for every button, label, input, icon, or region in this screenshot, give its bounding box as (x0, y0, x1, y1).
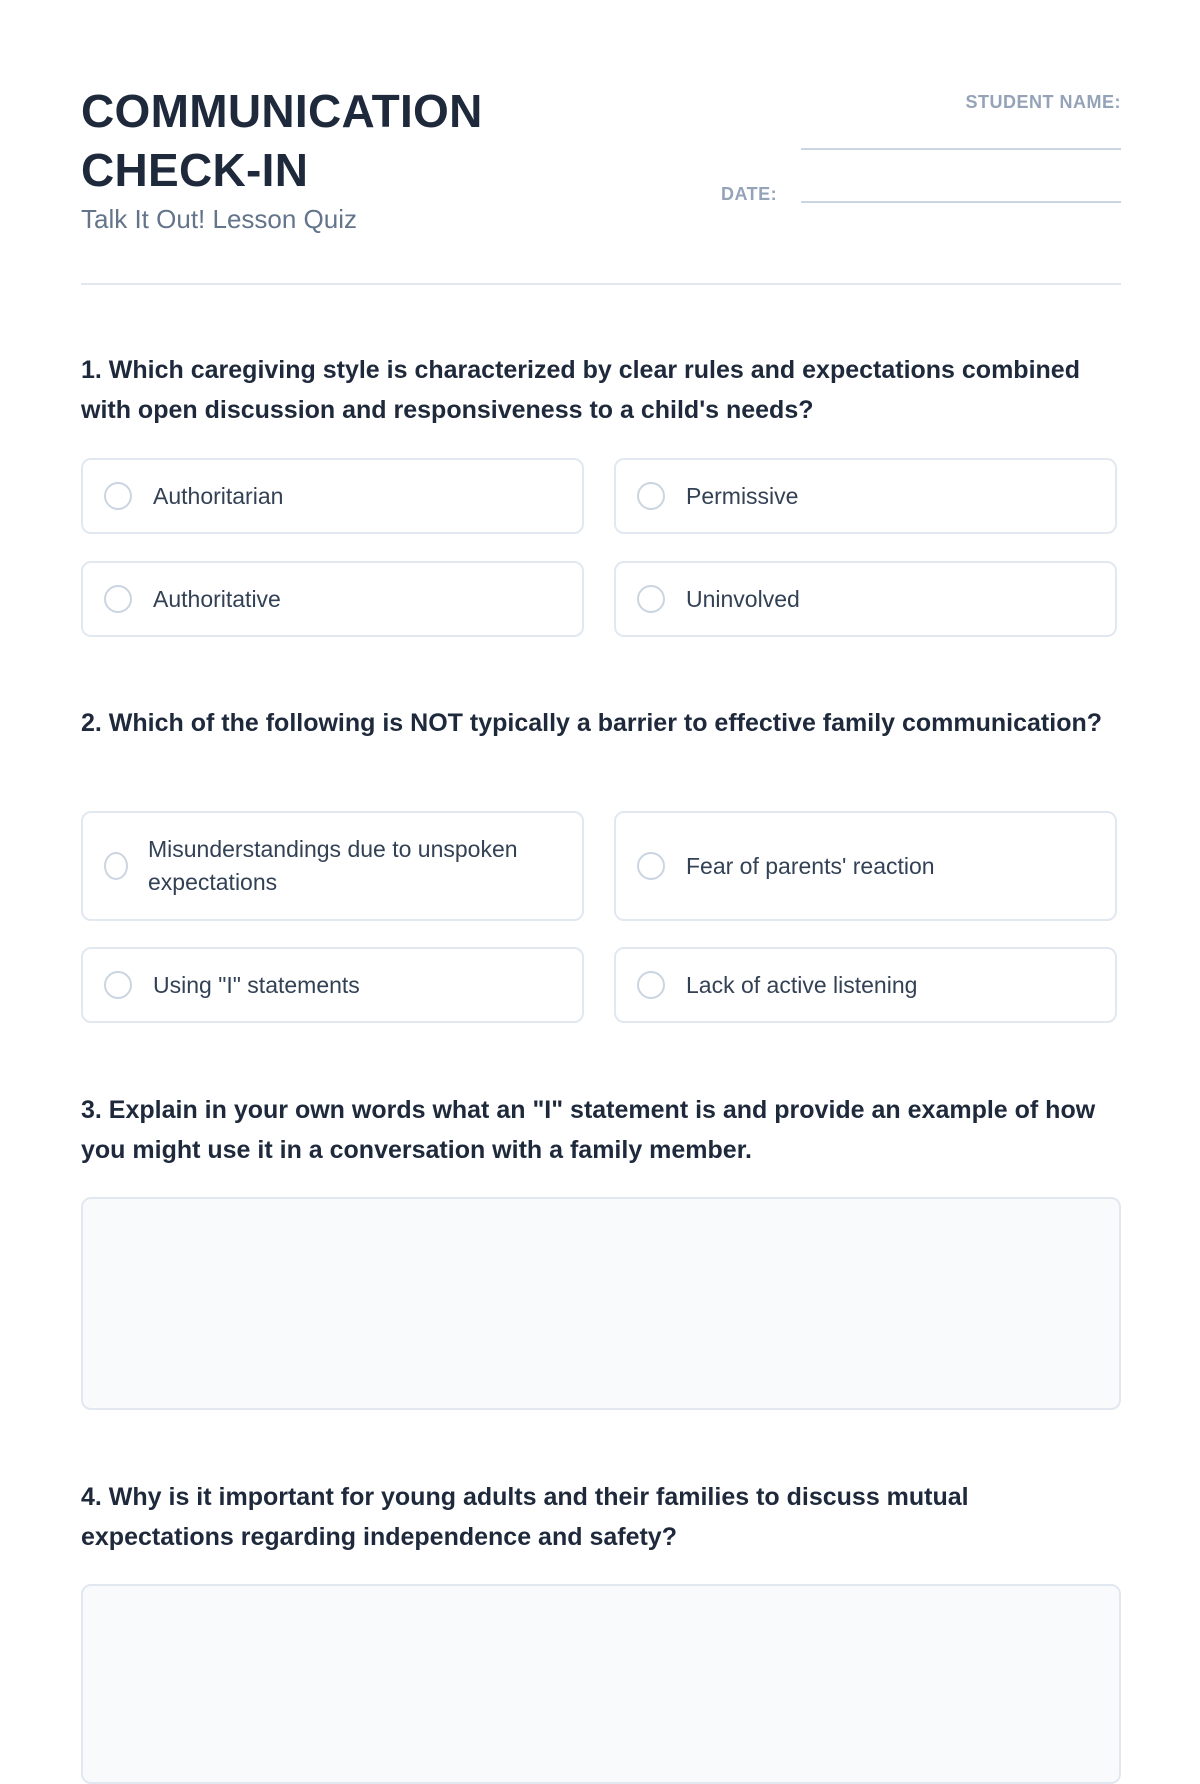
student-name-label: STUDENT NAME: (965, 92, 1121, 112)
radio-circle-icon[interactable] (104, 585, 132, 613)
q1-option-uninvolved[interactable] (614, 561, 1117, 637)
q3-answer-box[interactable] (81, 1197, 1121, 1410)
option-label: Lack of active listening (686, 971, 918, 998)
question-4-text: 4. Why is it important for young adults and their families to discuss mutual expectations regarding independence and safety? (81, 1483, 969, 1551)
question-4 (81, 1477, 1121, 1557)
q2-option-fear-of-reaction[interactable] (614, 811, 1117, 921)
q2-option-i-statements[interactable] (81, 947, 584, 1023)
q1-option-authoritarian[interactable] (81, 458, 584, 534)
title-line-1: COMMUNICATION (81, 85, 483, 137)
option-label: Uninvolved (686, 585, 800, 612)
option-label: Fear of parents' reaction (686, 852, 935, 879)
page-title (81, 82, 483, 200)
radio-circle-icon[interactable] (637, 852, 665, 880)
question-2 (81, 703, 1121, 998)
page-subtitle: Talk It Out! Lesson Quiz (81, 204, 358, 234)
question-1-text: 1. Which caregiving style is characterized by clear rules and expectations combined with open discussion and responsiveness to a child's needs? (81, 356, 1080, 424)
student-name-field[interactable] (801, 148, 1121, 150)
option-label: Authoritarian (153, 482, 284, 509)
question-3-text: 3. Explain in your own words what an "I" statement is and provide an example of how you might use it in a conversation with a family member. (81, 1096, 1096, 1164)
q2-option-active-listening[interactable] (614, 947, 1117, 1023)
date-field[interactable] (801, 201, 1121, 203)
title-line-2: CHECK-IN (81, 144, 309, 196)
question-2-text: 2. Which of the following is NOT typically a barrier to effective family communication? (81, 709, 1103, 737)
quiz-header (81, 0, 1121, 285)
quiz-page (81, 0, 1121, 1551)
radio-circle-icon[interactable] (104, 482, 132, 510)
radio-circle-icon[interactable] (104, 971, 132, 999)
option-label: Permissive (686, 482, 799, 509)
option-label: Using "I" statements (153, 971, 360, 998)
q2-option-misunderstandings[interactable] (81, 811, 584, 921)
q4-answer-box[interactable] (81, 1584, 1121, 1784)
q1-option-permissive[interactable] (614, 458, 1117, 534)
option-label: Misunderstandings due to unspoken expectations (148, 836, 518, 895)
question-1 (81, 350, 1121, 612)
radio-circle-icon[interactable] (637, 482, 665, 510)
radio-circle-icon[interactable] (104, 852, 128, 880)
option-label: Authoritative (153, 585, 281, 612)
radio-circle-icon[interactable] (637, 971, 665, 999)
question-3 (81, 1090, 1121, 1170)
date-label: DATE: (721, 184, 778, 204)
q1-option-authoritative[interactable] (81, 561, 584, 637)
radio-circle-icon[interactable] (637, 585, 665, 613)
